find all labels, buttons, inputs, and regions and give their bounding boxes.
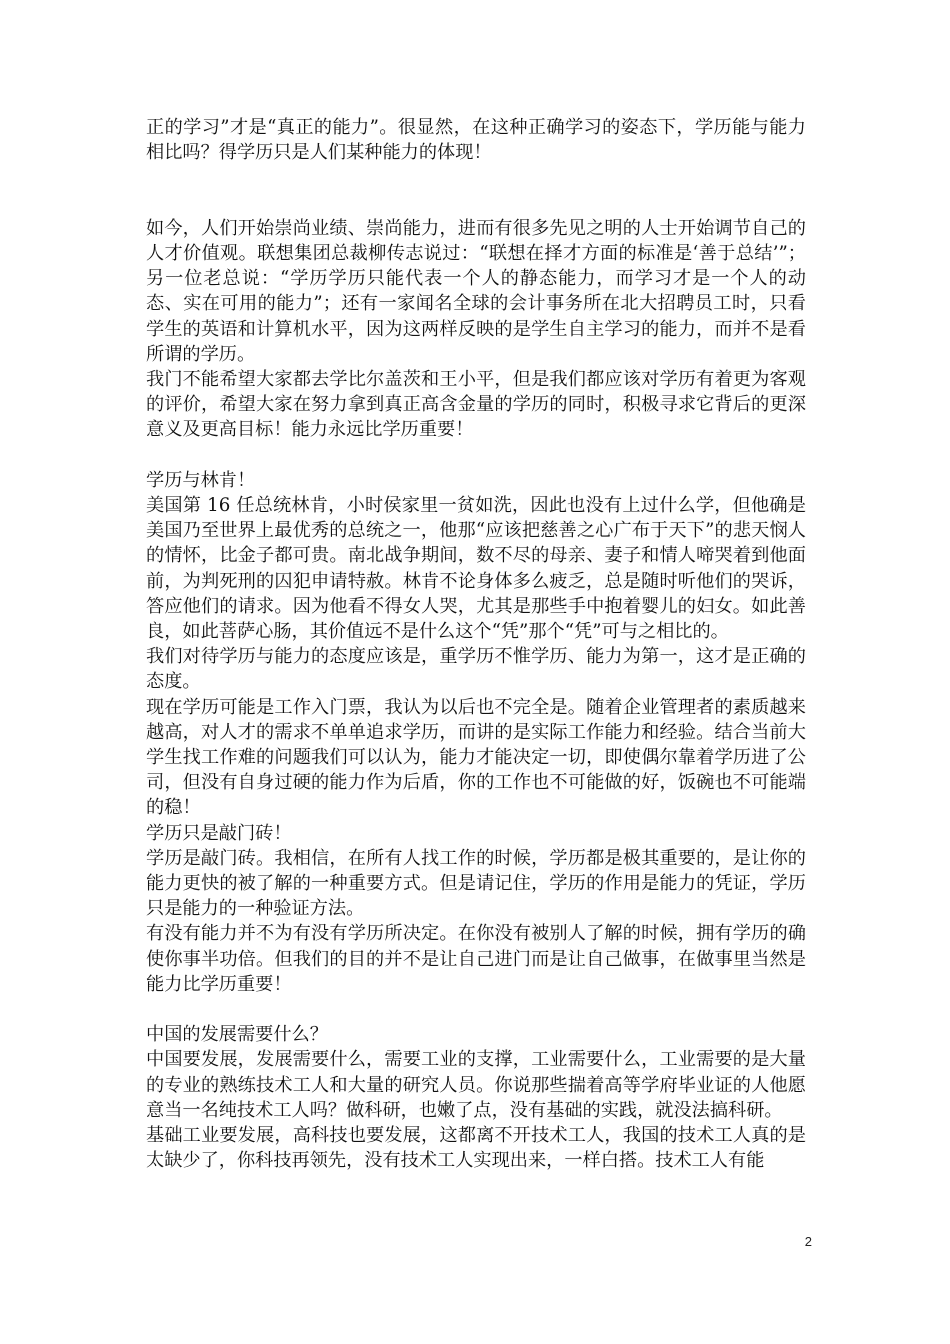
paragraph: 中国要发展，发展需要什么，需要工业的支撑，工业需要什么，工业需要的是大量的专业的熟练技术工人和大量的研究人员。你说那些揣着高等学府毕业证的人他愿意当一名纯技术工人吗？做科研，也嫩了点，没有基础的实践，就没法搞科研。 xyxy=(146,1049,806,1121)
section-heading-lincoln: 学历与林肯！ xyxy=(146,469,256,491)
paragraph: 基础工业要发展，高科技也要发展，这都离不开技术工人，我国的技术工人真的是太缺少了，你科技再领先，没有技术工人实现出来，一样白搭。技术工人有能 xyxy=(146,1125,806,1172)
section-heading-china-development: 中国的发展需要什么？ xyxy=(146,1024,328,1046)
paragraph: 美国第 16 任总统林肯，小时侯家里一贫如洗，因此也没有上过什么学，但他确是美国乃至世界上最优秀的总统之一，他那“应该把慈善之心广布于天下”的悲天悯人的情怀，比金子都可贵。南北战争期间，数不尽的母亲、妻子和情人啼哭着到他面前，为判死刑的囚犯申请特赦。林肯不论身体多么疲乏，总是随时听他们的哭诉，答应他们的请求。因为他看不得女人哭，尤其是那些手中抱着婴儿的妇女。如此善良，如此菩萨心肠，其价值远不是什么这个“凭”那个“凭”可与之相比的。 xyxy=(146,495,806,643)
paragraph: 学历是敲门砖。我相信，在所有人找工作的时候，学历都是极其重要的，是让你的能力更快的被了解的一种重要方式。但是请记住，学历的作用是能力的凭证，学历只是能力的一种验证方法。 xyxy=(146,847,806,920)
paragraph: 我门不能希望大家都去学比尔盖茨和王小平，但是我们都应该对学历有着更为客观的评价，希望大家在努力拿到真正高含金量的学历的同时，积极寻求它背后的更深意义及更高目标！能力永远比学历重要！ xyxy=(146,369,806,441)
section-heading-stepping-stone: 学历只是敲门砖！ xyxy=(146,822,292,844)
paragraph-spacer xyxy=(146,443,806,468)
paragraph: 我们对待学历与能力的态度应该是，重学历不惟学历、能力为第一，这才是正确的态度。 xyxy=(146,646,806,693)
page-number: 2 xyxy=(804,1234,812,1249)
body-text xyxy=(146,115,806,1173)
paragraph: 如今，人们开始崇尚业绩、崇尚能力，进而有很多先见之明的人士开始调节自己的人才价值观。联想集团总裁柳传志说过：“联想在择才方面的标准是‘善于总结’”；另一位老总说：“学历学历只能代表一个人的静态能力，而学习才是一个人的动态、实在可用的能力”；还有一家闻名全球的会计事务所在北大招聘员工时，只看学生的英语和计算机水平，因为这两样反映的是学生自主学习的能力，而并不是看所谓的学历。 xyxy=(146,217,806,365)
paragraph: 正的学习”才是“真正的能力”。很显然，在这种正确学习的姿态下，学历能与能力相比吗？得学历只是人们某种能力的体现！ xyxy=(146,117,806,164)
paragraph-spacer xyxy=(146,165,806,215)
paragraph: 现在学历可能是工作入门票，我认为以后也不完全是。随着企业管理者的素质越来越高，对人才的需求不单单追求学历，而讲的是实际工作能力和经验。结合当前大学生找工作难的问题我们可以认为，能力才能决定一切，即使偶尔靠着学历进了公司，但没有自身过硬的能力作为后盾，你的工作也不可能做的好，饭碗也不可能端的稳！ xyxy=(146,696,806,819)
paragraph-spacer xyxy=(146,997,806,1022)
paragraph: 有没有能力并不为有没有学历所决定。在你没有被别人了解的时候，拥有学历的确使你事半功倍。但我们的目的并不是让自己进门而是让自己做事，在做事里当然是能力比学历重要！ xyxy=(146,923,806,995)
